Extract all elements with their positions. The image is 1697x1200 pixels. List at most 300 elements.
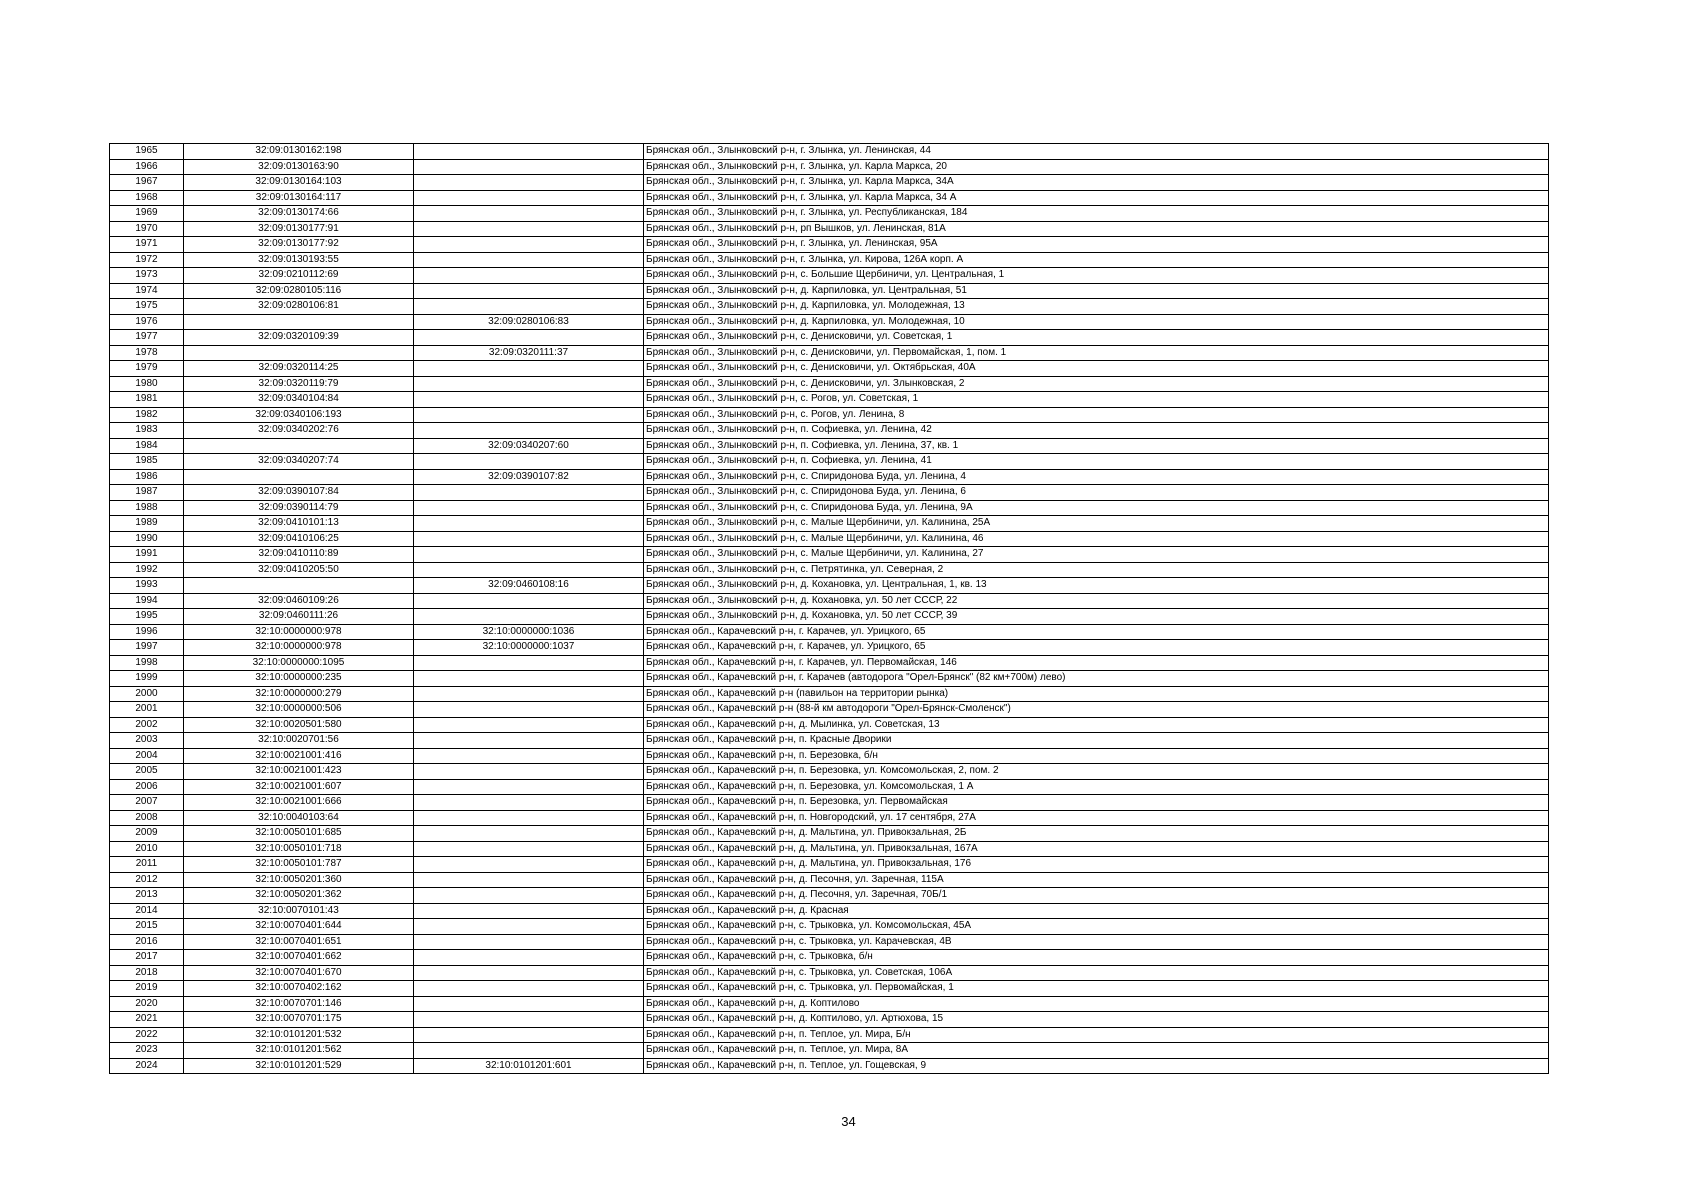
address-cell: Брянская обл., Карачевский р-н, д. Мылинка, ул. Советская, 13 xyxy=(644,717,1549,733)
address-cell: Брянская обл., Злынковский р-н, д. Кохановка, ул. 50 лет СССР, 22 xyxy=(644,593,1549,609)
table-row xyxy=(110,562,1549,578)
related-cadastral-number-cell xyxy=(414,826,644,842)
row-number-cell: 2000 xyxy=(110,686,184,702)
cadastral-number-cell xyxy=(184,438,414,454)
related-cadastral-number-cell xyxy=(414,1043,644,1059)
cadastral-number-cell: 32:09:0130177:92 xyxy=(184,237,414,253)
cadastral-number-cell: 32:10:0021001:416 xyxy=(184,748,414,764)
cadastral-number-cell: 32:10:0101201:532 xyxy=(184,1027,414,1043)
cadastral-number-cell: 32:09:0340104:84 xyxy=(184,392,414,408)
related-cadastral-number-cell xyxy=(414,1012,644,1028)
related-cadastral-number-cell xyxy=(414,981,644,997)
cadastral-number-cell: 32:10:0000000:978 xyxy=(184,624,414,640)
address-cell: Брянская обл., Карачевский р-н, п. Красные Дворики xyxy=(644,733,1549,749)
row-number-cell: 1985 xyxy=(110,454,184,470)
related-cadastral-number-cell xyxy=(414,516,644,532)
related-cadastral-number-cell: 32:09:0460108:16 xyxy=(414,578,644,594)
address-cell: Брянская обл., Злынковский р-н, с. Спиридонова Буда, ул. Ленина, 9А xyxy=(644,500,1549,516)
table-row xyxy=(110,686,1549,702)
table-row xyxy=(110,965,1549,981)
table-row xyxy=(110,407,1549,423)
related-cadastral-number-cell xyxy=(414,454,644,470)
cadastral-number-cell: 32:10:0000000:279 xyxy=(184,686,414,702)
row-number-cell: 2003 xyxy=(110,733,184,749)
address-cell: Брянская обл., Карачевский р-н (88-й км автодороги "Орел-Брянск-Смоленск") xyxy=(644,702,1549,718)
property-registry-table xyxy=(109,143,1549,1074)
table-row xyxy=(110,950,1549,966)
cadastral-number-cell: 32:10:0070701:175 xyxy=(184,1012,414,1028)
address-cell: Брянская обл., Карачевский р-н, с. Трыковка, б/н xyxy=(644,950,1549,966)
address-cell: Брянская обл., Карачевский р-н, п. Теплое, ул. Гощевская, 9 xyxy=(644,1058,1549,1074)
cadastral-number-cell: 32:09:0130164:103 xyxy=(184,175,414,191)
table-row xyxy=(110,934,1549,950)
address-cell: Брянская обл., Злынковский р-н, с. Денисковичи, ул. Советская, 1 xyxy=(644,330,1549,346)
related-cadastral-number-cell xyxy=(414,655,644,671)
cadastral-number-cell xyxy=(184,469,414,485)
address-cell: Брянская обл., Злынковский р-н, г. Злынка, ул. Ленинская, 95А xyxy=(644,237,1549,253)
related-cadastral-number-cell xyxy=(414,562,644,578)
table-row xyxy=(110,469,1549,485)
table-row xyxy=(110,578,1549,594)
cadastral-number-cell: 32:09:0130193:55 xyxy=(184,252,414,268)
table-row xyxy=(110,531,1549,547)
table-row xyxy=(110,764,1549,780)
row-number-cell: 1981 xyxy=(110,392,184,408)
table-row xyxy=(110,1058,1549,1074)
address-cell: Брянская обл., Злынковский р-н, д. Карпиловка, ул. Центральная, 51 xyxy=(644,283,1549,299)
related-cadastral-number-cell xyxy=(414,531,644,547)
cadastral-number-cell: 32:10:0000000:506 xyxy=(184,702,414,718)
table-row xyxy=(110,144,1549,160)
cadastral-number-cell: 32:10:0070701:146 xyxy=(184,996,414,1012)
cadastral-number-cell: 32:09:0410106:25 xyxy=(184,531,414,547)
address-cell: Брянская обл., Карачевский р-н, г. Карачев, ул. Урицкого, 65 xyxy=(644,640,1549,656)
row-number-cell: 1969 xyxy=(110,206,184,222)
related-cadastral-number-cell xyxy=(414,717,644,733)
table-row xyxy=(110,454,1549,470)
address-cell: Брянская обл., Карачевский р-н, д. Мальтина, ул. Привокзальная, 167А xyxy=(644,841,1549,857)
row-number-cell: 1984 xyxy=(110,438,184,454)
table-row xyxy=(110,485,1549,501)
row-number-cell: 1982 xyxy=(110,407,184,423)
row-number-cell: 1968 xyxy=(110,190,184,206)
address-cell: Брянская обл., Карачевский р-н, с. Трыковка, ул. Карачевская, 4В xyxy=(644,934,1549,950)
table-row xyxy=(110,345,1549,361)
table-row xyxy=(110,175,1549,191)
table-row xyxy=(110,903,1549,919)
row-number-cell: 1995 xyxy=(110,609,184,625)
address-cell: Брянская обл., Злынковский р-н, п. Софиевка, ул. Ленина, 41 xyxy=(644,454,1549,470)
address-cell: Брянская обл., Злынковский р-н, г. Злынка, ул. Карла Маркса, 34 А xyxy=(644,190,1549,206)
table-row xyxy=(110,314,1549,330)
related-cadastral-number-cell xyxy=(414,1027,644,1043)
cadastral-number-cell: 32:10:0050201:362 xyxy=(184,888,414,904)
address-cell: Брянская обл., Злынковский р-н, г. Злынка, ул. Карла Маркса, 20 xyxy=(644,159,1549,175)
row-number-cell: 1988 xyxy=(110,500,184,516)
table-row xyxy=(110,376,1549,392)
cadastral-number-cell: 32:09:0410205:50 xyxy=(184,562,414,578)
related-cadastral-number-cell xyxy=(414,376,644,392)
address-cell: Брянская обл., Карачевский р-н, д. Мальтина, ул. Привокзальная, 176 xyxy=(644,857,1549,873)
table-row xyxy=(110,609,1549,625)
table-row xyxy=(110,857,1549,873)
address-cell: Брянская обл., Злынковский р-н, г. Злынка, ул. Ленинская, 44 xyxy=(644,144,1549,160)
cadastral-number-cell: 32:10:0070401:662 xyxy=(184,950,414,966)
table-row xyxy=(110,624,1549,640)
related-cadastral-number-cell: 32:09:0320111:37 xyxy=(414,345,644,361)
address-cell: Брянская обл., Злынковский р-н, с. Спиридонова Буда, ул. Ленина, 4 xyxy=(644,469,1549,485)
table-row xyxy=(110,733,1549,749)
row-number-cell: 1965 xyxy=(110,144,184,160)
cadastral-number-cell: 32:09:0410110:89 xyxy=(184,547,414,563)
address-cell: Брянская обл., Злынковский р-н, с. Петрятинка, ул. Северная, 2 xyxy=(644,562,1549,578)
table-row xyxy=(110,640,1549,656)
table-row xyxy=(110,702,1549,718)
cadastral-number-cell: 32:09:0210112:69 xyxy=(184,268,414,284)
related-cadastral-number-cell xyxy=(414,144,644,160)
address-cell: Брянская обл., Злынковский р-н, с. Денисковичи, ул. Октябрьская, 40А xyxy=(644,361,1549,377)
row-number-cell: 1972 xyxy=(110,252,184,268)
cadastral-number-cell: 32:09:0130164:117 xyxy=(184,190,414,206)
row-number-cell: 2009 xyxy=(110,826,184,842)
table-row xyxy=(110,593,1549,609)
address-cell: Брянская обл., Карачевский р-н, с. Трыковка, ул. Первомайская, 1 xyxy=(644,981,1549,997)
related-cadastral-number-cell: 32:09:0340207:60 xyxy=(414,438,644,454)
related-cadastral-number-cell xyxy=(414,423,644,439)
row-number-cell: 1998 xyxy=(110,655,184,671)
related-cadastral-number-cell xyxy=(414,190,644,206)
address-cell: Брянская обл., Злынковский р-н, п. Софиевка, ул. Ленина, 37, кв. 1 xyxy=(644,438,1549,454)
related-cadastral-number-cell xyxy=(414,252,644,268)
table-row xyxy=(110,996,1549,1012)
row-number-cell: 1976 xyxy=(110,314,184,330)
related-cadastral-number-cell: 32:09:0280106:83 xyxy=(414,314,644,330)
table-row xyxy=(110,438,1549,454)
related-cadastral-number-cell xyxy=(414,299,644,315)
cadastral-number-cell: 32:10:0021001:607 xyxy=(184,779,414,795)
cadastral-number-cell: 32:09:0320114:25 xyxy=(184,361,414,377)
cadastral-number-cell: 32:09:0390107:84 xyxy=(184,485,414,501)
related-cadastral-number-cell xyxy=(414,671,644,687)
cadastral-number-cell: 32:10:0040103:64 xyxy=(184,810,414,826)
row-number-cell: 1979 xyxy=(110,361,184,377)
row-number-cell: 2018 xyxy=(110,965,184,981)
cadastral-number-cell: 32:09:0130174:66 xyxy=(184,206,414,222)
related-cadastral-number-cell xyxy=(414,934,644,950)
related-cadastral-number-cell xyxy=(414,609,644,625)
row-number-cell: 1967 xyxy=(110,175,184,191)
row-number-cell: 2008 xyxy=(110,810,184,826)
row-number-cell: 2024 xyxy=(110,1058,184,1074)
address-cell: Брянская обл., Злынковский р-н, с. Большие Щербиничи, ул. Центральная, 1 xyxy=(644,268,1549,284)
row-number-cell: 2022 xyxy=(110,1027,184,1043)
table-row xyxy=(110,500,1549,516)
table-row xyxy=(110,748,1549,764)
address-cell: Брянская обл., Карачевский р-н, п. Березовка, б/н xyxy=(644,748,1549,764)
address-cell: Брянская обл., Злынковский р-н, с. Рогов, ул. Советская, 1 xyxy=(644,392,1549,408)
related-cadastral-number-cell xyxy=(414,903,644,919)
address-cell: Брянская обл., Карачевский р-н, д. Песочня, ул. Заречная, 70Б/1 xyxy=(644,888,1549,904)
cadastral-number-cell: 32:10:0000000:235 xyxy=(184,671,414,687)
related-cadastral-number-cell xyxy=(414,361,644,377)
row-number-cell: 1991 xyxy=(110,547,184,563)
address-cell: Брянская обл., Карачевский р-н, д. Коптилово xyxy=(644,996,1549,1012)
related-cadastral-number-cell xyxy=(414,795,644,811)
row-number-cell: 1989 xyxy=(110,516,184,532)
table-row xyxy=(110,981,1549,997)
table-row xyxy=(110,190,1549,206)
cadastral-number-cell: 32:09:0390114:79 xyxy=(184,500,414,516)
address-cell: Брянская обл., Карачевский р-н, д. Песочня, ул. Заречная, 115А xyxy=(644,872,1549,888)
table-row xyxy=(110,268,1549,284)
row-number-cell: 2004 xyxy=(110,748,184,764)
related-cadastral-number-cell xyxy=(414,686,644,702)
table-row xyxy=(110,283,1549,299)
related-cadastral-number-cell xyxy=(414,268,644,284)
table-row xyxy=(110,221,1549,237)
related-cadastral-number-cell: 32:09:0390107:82 xyxy=(414,469,644,485)
row-number-cell: 1997 xyxy=(110,640,184,656)
row-number-cell: 1975 xyxy=(110,299,184,315)
table-row xyxy=(110,159,1549,175)
row-number-cell: 2010 xyxy=(110,841,184,857)
table-row xyxy=(110,841,1549,857)
cadastral-number-cell: 32:10:0000000:978 xyxy=(184,640,414,656)
table-row xyxy=(110,252,1549,268)
related-cadastral-number-cell xyxy=(414,950,644,966)
cadastral-number-cell xyxy=(184,345,414,361)
address-cell: Брянская обл., Злынковский р-н, г. Злынка, ул. Карла Маркса, 34А xyxy=(644,175,1549,191)
row-number-cell: 1966 xyxy=(110,159,184,175)
cadastral-number-cell: 32:09:0130162:198 xyxy=(184,144,414,160)
related-cadastral-number-cell xyxy=(414,872,644,888)
address-cell: Брянская обл., Злынковский р-н, д. Кохановка, ул. 50 лет СССР, 39 xyxy=(644,609,1549,625)
address-cell: Брянская обл., Злынковский р-н, с. Рогов, ул. Ленина, 8 xyxy=(644,407,1549,423)
cadastral-number-cell: 32:09:0460109:26 xyxy=(184,593,414,609)
related-cadastral-number-cell xyxy=(414,547,644,563)
row-number-cell: 1990 xyxy=(110,531,184,547)
address-cell: Брянская обл., Карачевский р-н, п. Теплое, ул. Мира, Б/н xyxy=(644,1027,1549,1043)
related-cadastral-number-cell xyxy=(414,841,644,857)
address-cell: Брянская обл., Злынковский р-н, с. Денисковичи, ул. Первомайская, 1, пом. 1 xyxy=(644,345,1549,361)
related-cadastral-number-cell xyxy=(414,779,644,795)
address-cell: Брянская обл., Карачевский р-н, п. Березовка, ул. Комсомольская, 1 А xyxy=(644,779,1549,795)
row-number-cell: 2015 xyxy=(110,919,184,935)
row-number-cell: 2020 xyxy=(110,996,184,1012)
address-cell: Брянская обл., Злынковский р-н, п. Софиевка, ул. Ленина, 42 xyxy=(644,423,1549,439)
table-row xyxy=(110,423,1549,439)
registry-body xyxy=(110,144,1549,1074)
related-cadastral-number-cell xyxy=(414,593,644,609)
table-row xyxy=(110,779,1549,795)
row-number-cell: 2001 xyxy=(110,702,184,718)
table-row xyxy=(110,1027,1549,1043)
cadastral-number-cell: 32:10:0021001:423 xyxy=(184,764,414,780)
address-cell: Брянская обл., Карачевский р-н, с. Трыковка, ул. Комсомольская, 45А xyxy=(644,919,1549,935)
cadastral-number-cell: 32:10:0050101:685 xyxy=(184,826,414,842)
cadastral-number-cell: 32:10:0101201:562 xyxy=(184,1043,414,1059)
row-number-cell: 2017 xyxy=(110,950,184,966)
address-cell: Брянская обл., Карачевский р-н, п. Теплое, ул. Мира, 8А xyxy=(644,1043,1549,1059)
table-row xyxy=(110,237,1549,253)
row-number-cell: 2021 xyxy=(110,1012,184,1028)
table-row xyxy=(110,361,1549,377)
table-row xyxy=(110,516,1549,532)
address-cell: Брянская обл., Карачевский р-н (павильон на территории рынка) xyxy=(644,686,1549,702)
cadastral-number-cell xyxy=(184,578,414,594)
address-cell: Брянская обл., Карачевский р-н, п. Новгородский, ул. 17 сентября, 27А xyxy=(644,810,1549,826)
address-cell: Брянская обл., Карачевский р-н, г. Карачев, ул. Урицкого, 65 xyxy=(644,624,1549,640)
row-number-cell: 2013 xyxy=(110,888,184,904)
related-cadastral-number-cell xyxy=(414,500,644,516)
address-cell: Брянская обл., Злынковский р-н, г. Злынка, ул. Кирова, 126А корп. А xyxy=(644,252,1549,268)
cadastral-number-cell: 32:10:0020701:56 xyxy=(184,733,414,749)
address-cell: Брянская обл., Злынковский р-н, с. Спиридонова Буда, ул. Ленина, 6 xyxy=(644,485,1549,501)
table-row xyxy=(110,392,1549,408)
table-row xyxy=(110,919,1549,935)
address-cell: Брянская обл., Злынковский р-н, д. Карпиловка, ул. Молодежная, 10 xyxy=(644,314,1549,330)
table-row xyxy=(110,655,1549,671)
table-row xyxy=(110,872,1549,888)
address-cell: Брянская обл., Карачевский р-н, п. Березовка, ул. Первомайская xyxy=(644,795,1549,811)
row-number-cell: 1974 xyxy=(110,283,184,299)
related-cadastral-number-cell xyxy=(414,330,644,346)
address-cell: Брянская обл., Злынковский р-н, с. Малые Щербиничи, ул. Калинина, 46 xyxy=(644,531,1549,547)
cadastral-number-cell: 32:09:0320109:39 xyxy=(184,330,414,346)
address-cell: Брянская обл., Злынковский р-н, рп Вышков, ул. Ленинская, 81А xyxy=(644,221,1549,237)
row-number-cell: 1971 xyxy=(110,237,184,253)
cadastral-number-cell: 32:10:0021001:666 xyxy=(184,795,414,811)
table-row xyxy=(110,299,1549,315)
row-number-cell: 1977 xyxy=(110,330,184,346)
address-cell: Брянская обл., Злынковский р-н, с. Малые Щербиничи, ул. Калинина, 27 xyxy=(644,547,1549,563)
address-cell: Брянская обл., Злынковский р-н, д. Кохановка, ул. Центральная, 1, кв. 13 xyxy=(644,578,1549,594)
table-row xyxy=(110,330,1549,346)
row-number-cell: 1992 xyxy=(110,562,184,578)
row-number-cell: 1987 xyxy=(110,485,184,501)
row-number-cell: 2007 xyxy=(110,795,184,811)
cadastral-number-cell: 32:10:0101201:529 xyxy=(184,1058,414,1074)
related-cadastral-number-cell xyxy=(414,857,644,873)
row-number-cell: 2014 xyxy=(110,903,184,919)
related-cadastral-number-cell xyxy=(414,283,644,299)
related-cadastral-number-cell xyxy=(414,206,644,222)
related-cadastral-number-cell xyxy=(414,919,644,935)
row-number-cell: 2006 xyxy=(110,779,184,795)
cadastral-number-cell: 32:09:0130177:91 xyxy=(184,221,414,237)
related-cadastral-number-cell xyxy=(414,764,644,780)
address-cell: Брянская обл., Злынковский р-н, г. Злынка, ул. Республиканская, 184 xyxy=(644,206,1549,222)
row-number-cell: 1999 xyxy=(110,671,184,687)
row-number-cell: 2016 xyxy=(110,934,184,950)
table-row xyxy=(110,1043,1549,1059)
related-cadastral-number-cell xyxy=(414,888,644,904)
cadastral-number-cell: 32:10:0070401:670 xyxy=(184,965,414,981)
cadastral-number-cell: 32:09:0280105:116 xyxy=(184,283,414,299)
table-row xyxy=(110,888,1549,904)
row-number-cell: 2002 xyxy=(110,717,184,733)
page-number: 34 xyxy=(841,1114,856,1129)
related-cadastral-number-cell: 32:10:0101201:601 xyxy=(414,1058,644,1074)
table-row xyxy=(110,826,1549,842)
related-cadastral-number-cell: 32:10:0000000:1036 xyxy=(414,624,644,640)
related-cadastral-number-cell xyxy=(414,175,644,191)
table-row xyxy=(110,795,1549,811)
row-number-cell: 2023 xyxy=(110,1043,184,1059)
row-number-cell: 1993 xyxy=(110,578,184,594)
table-row xyxy=(110,671,1549,687)
related-cadastral-number-cell: 32:10:0000000:1037 xyxy=(414,640,644,656)
related-cadastral-number-cell xyxy=(414,237,644,253)
address-cell: Брянская обл., Карачевский р-н, с. Трыковка, ул. Советская, 106А xyxy=(644,965,1549,981)
row-number-cell: 2019 xyxy=(110,981,184,997)
cadastral-number-cell: 32:09:0410101:13 xyxy=(184,516,414,532)
table-row xyxy=(110,547,1549,563)
related-cadastral-number-cell xyxy=(414,392,644,408)
cadastral-number-cell xyxy=(184,314,414,330)
address-cell: Брянская обл., Карачевский р-н, д. Мальтина, ул. Привокзальная, 2Б xyxy=(644,826,1549,842)
related-cadastral-number-cell xyxy=(414,748,644,764)
related-cadastral-number-cell xyxy=(414,996,644,1012)
cadastral-number-cell: 32:10:0070101:43 xyxy=(184,903,414,919)
address-cell: Брянская обл., Злынковский р-н, с. Малые Щербиничи, ул. Калинина, 25А xyxy=(644,516,1549,532)
row-number-cell: 1970 xyxy=(110,221,184,237)
cadastral-number-cell: 32:09:0340106:193 xyxy=(184,407,414,423)
row-number-cell: 1983 xyxy=(110,423,184,439)
related-cadastral-number-cell xyxy=(414,733,644,749)
address-cell: Брянская обл., Злынковский р-н, с. Денисковичи, ул. Злынковская, 2 xyxy=(644,376,1549,392)
row-number-cell: 1978 xyxy=(110,345,184,361)
cadastral-number-cell: 32:10:0050101:718 xyxy=(184,841,414,857)
address-cell: Брянская обл., Карачевский р-н, п. Березовка, ул. Комсомольская, 2, пом. 2 xyxy=(644,764,1549,780)
cadastral-number-cell: 32:09:0280106:81 xyxy=(184,299,414,315)
row-number-cell: 1996 xyxy=(110,624,184,640)
cadastral-number-cell: 32:10:0000000:1095 xyxy=(184,655,414,671)
cadastral-number-cell: 32:10:0070401:651 xyxy=(184,934,414,950)
related-cadastral-number-cell xyxy=(414,810,644,826)
cadastral-number-cell: 32:10:0070402:162 xyxy=(184,981,414,997)
related-cadastral-number-cell xyxy=(414,221,644,237)
address-cell: Брянская обл., Злынковский р-н, д. Карпиловка, ул. Молодежная, 13 xyxy=(644,299,1549,315)
row-number-cell: 1994 xyxy=(110,593,184,609)
related-cadastral-number-cell xyxy=(414,702,644,718)
address-cell: Брянская обл., Карачевский р-н, г. Карачев, ул. Первомайская, 146 xyxy=(644,655,1549,671)
cadastral-number-cell: 32:09:0460111:26 xyxy=(184,609,414,625)
cadastral-number-cell: 32:10:0050201:360 xyxy=(184,872,414,888)
cadastral-number-cell: 32:10:0020501:580 xyxy=(184,717,414,733)
address-cell: Брянская обл., Карачевский р-н, г. Карачев (автодорога "Орел-Брянск" (82 км+700м) лево) xyxy=(644,671,1549,687)
row-number-cell: 2012 xyxy=(110,872,184,888)
address-cell: Брянская обл., Карачевский р-н, д. Коптилово, ул. Артюхова, 15 xyxy=(644,1012,1549,1028)
cadastral-number-cell: 32:10:0070401:644 xyxy=(184,919,414,935)
table-row xyxy=(110,206,1549,222)
row-number-cell: 1986 xyxy=(110,469,184,485)
cadastral-number-cell: 32:10:0050101:787 xyxy=(184,857,414,873)
cadastral-number-cell: 32:09:0320119:79 xyxy=(184,376,414,392)
table-row xyxy=(110,810,1549,826)
related-cadastral-number-cell xyxy=(414,407,644,423)
row-number-cell: 1973 xyxy=(110,268,184,284)
related-cadastral-number-cell xyxy=(414,965,644,981)
cadastral-number-cell: 32:09:0340202:76 xyxy=(184,423,414,439)
table-row xyxy=(110,1012,1549,1028)
cadastral-number-cell: 32:09:0340207:74 xyxy=(184,454,414,470)
row-number-cell: 1980 xyxy=(110,376,184,392)
related-cadastral-number-cell xyxy=(414,485,644,501)
row-number-cell: 2005 xyxy=(110,764,184,780)
cadastral-number-cell: 32:09:0130163:90 xyxy=(184,159,414,175)
address-cell: Брянская обл., Карачевский р-н, д. Красная xyxy=(644,903,1549,919)
